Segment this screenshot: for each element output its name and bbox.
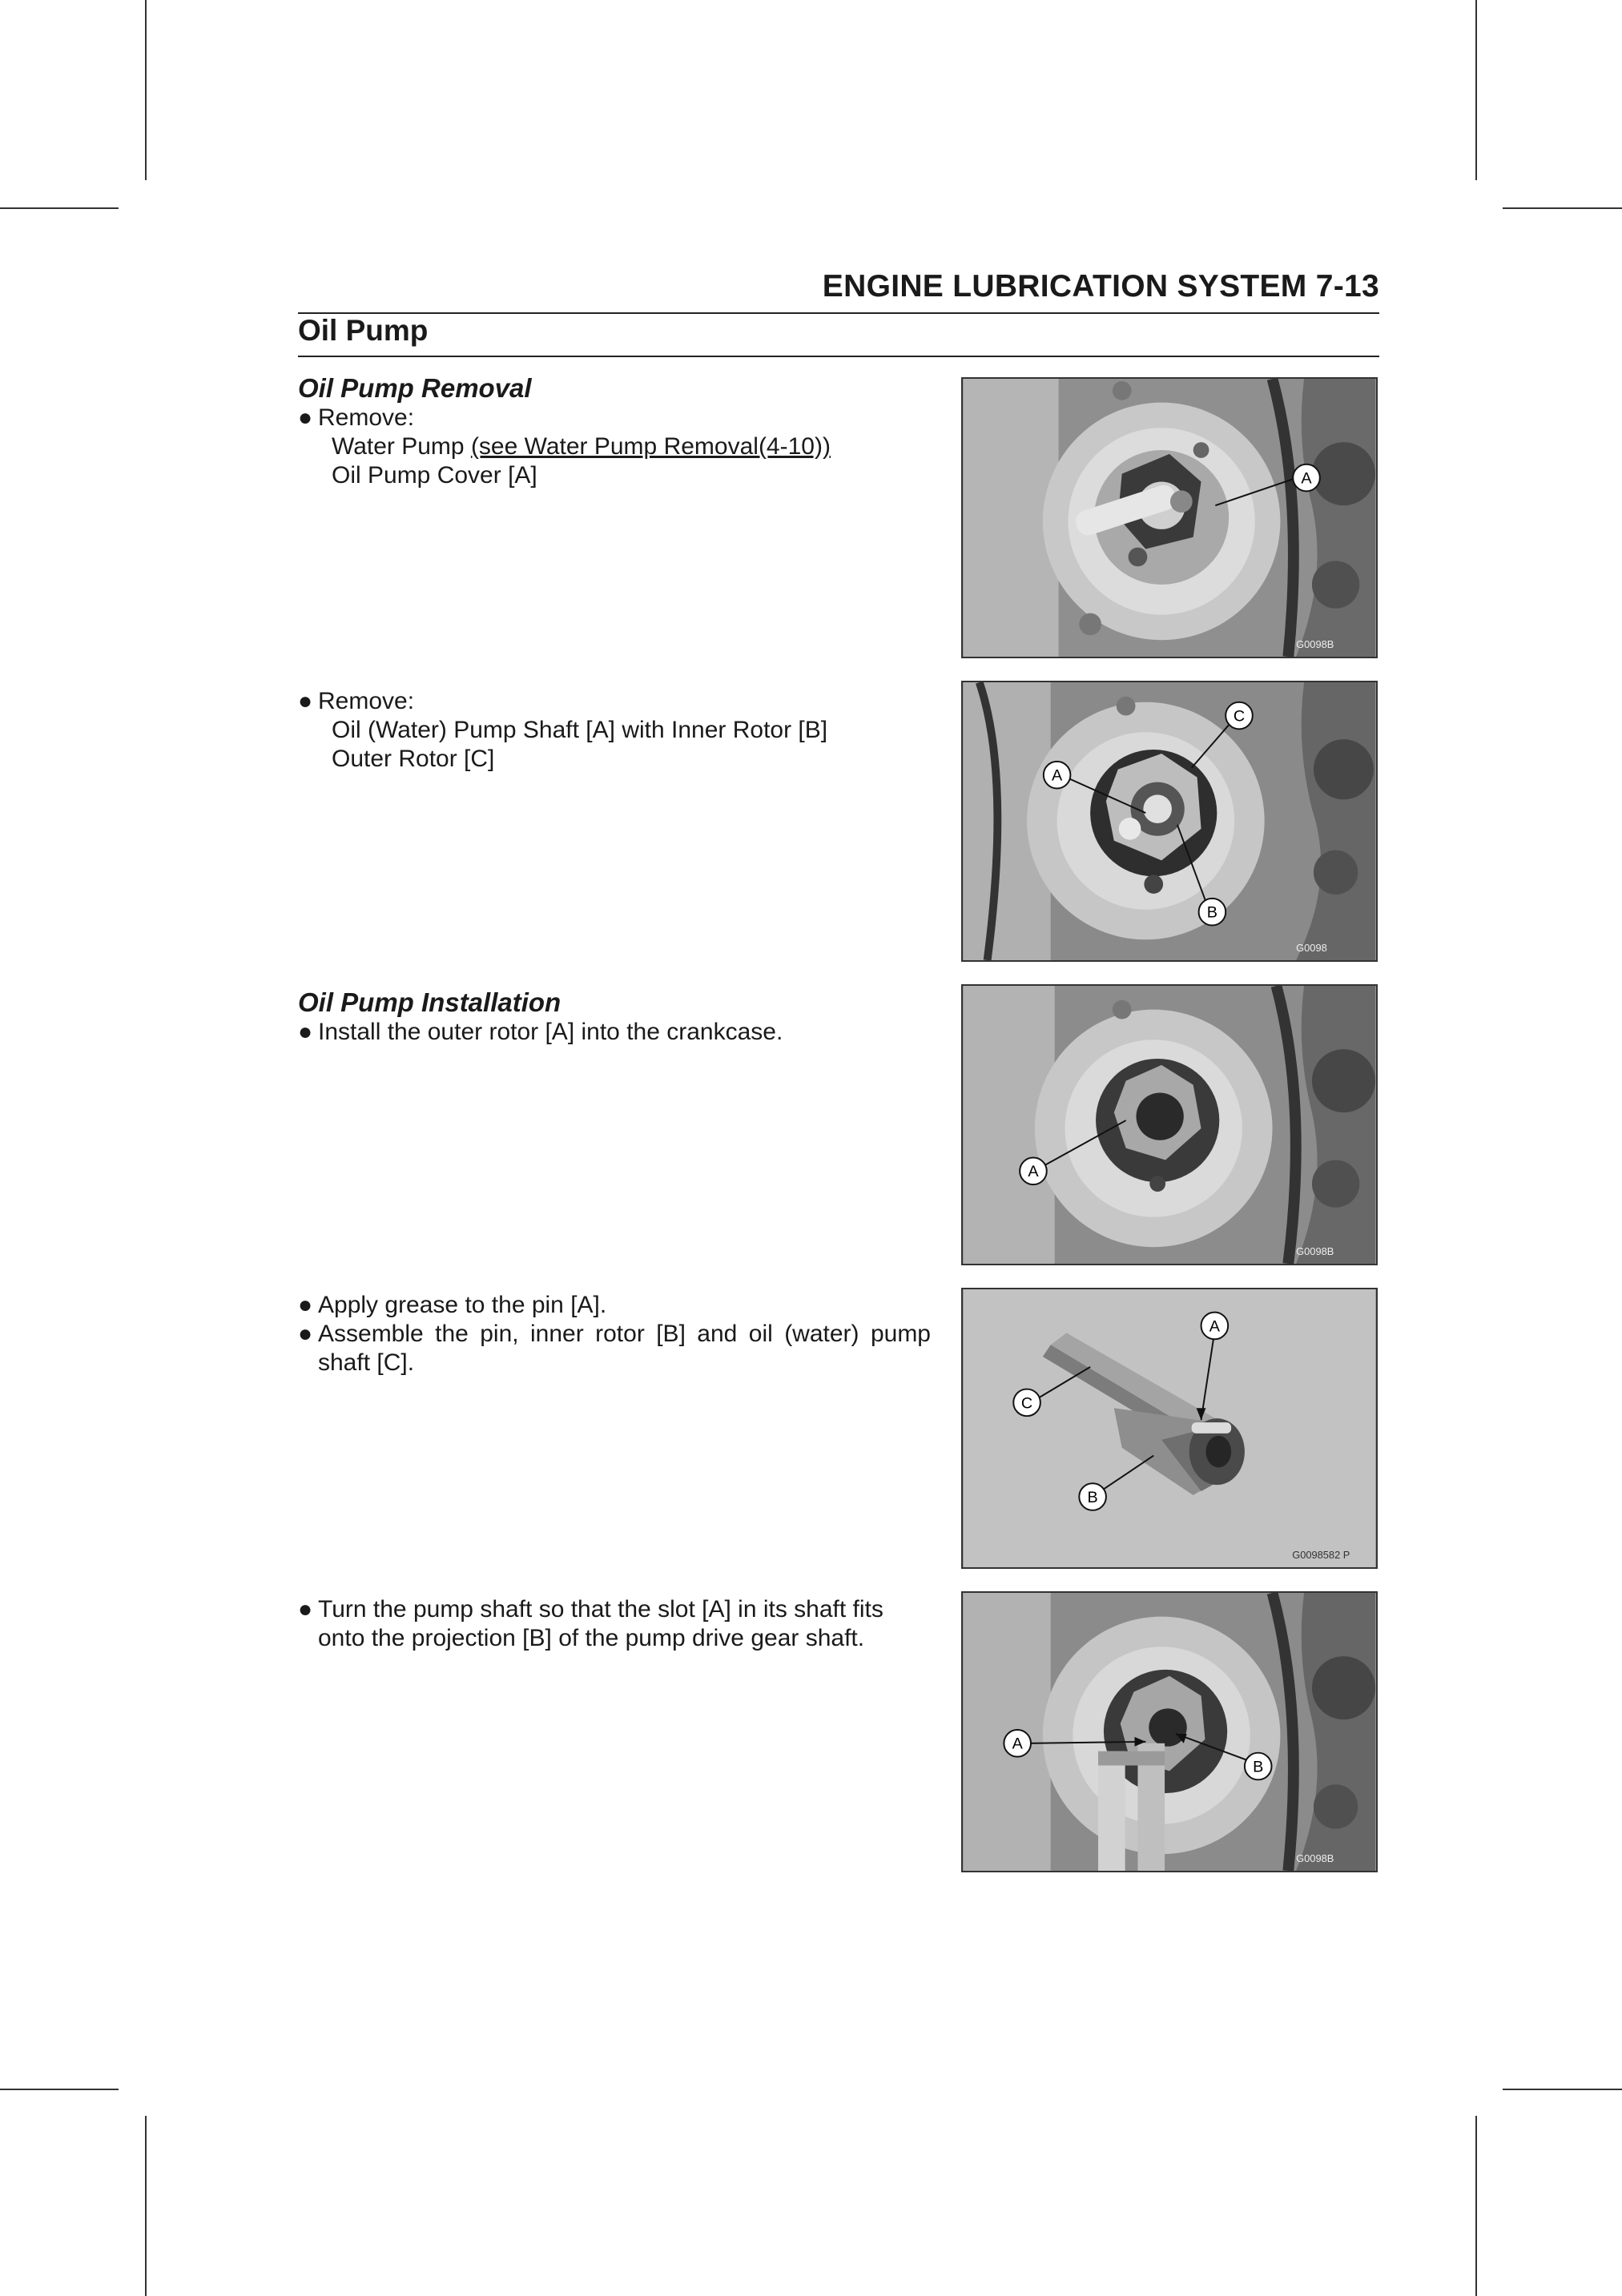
installation-heading: Oil Pump Installation [298, 987, 561, 1017]
figure-code: G0098B [1296, 638, 1334, 651]
figure-shaft-assembly-illustration [963, 1289, 1376, 1567]
installation-step-1 [298, 1018, 931, 1047]
removal-step-1-item-2: Oil Pump Cover [A] [332, 462, 537, 489]
figure-code: G0098 [1296, 942, 1327, 955]
item-text: Water Pump [332, 433, 471, 460]
callout-c: C [1020, 1394, 1033, 1413]
installation-step-3 [298, 1320, 931, 1377]
crop-mark [0, 2089, 119, 2090]
crop-mark [1475, 0, 1477, 180]
figure-oil-pump-cover-illustration [963, 379, 1376, 657]
removal-step-2-item-2: Outer Rotor [C] [332, 746, 495, 772]
page-header [298, 264, 1379, 314]
bullet-dot: ● [298, 688, 313, 714]
crop-mark [1475, 2116, 1477, 2296]
removal-heading: Oil Pump Removal [298, 373, 532, 403]
crop-mark [0, 207, 119, 209]
crop-mark [1503, 207, 1622, 209]
page-header-title: ENGINE LUBRICATION SYSTEM 7-13 [822, 269, 1379, 304]
removal-step-2-item-1: Oil (Water) Pump Shaft [A] with Inner Rotor [B] [332, 717, 828, 743]
figure-outer-rotor-install [961, 984, 1378, 1265]
installation-step-2-text: Apply grease to the pin [A]. [318, 1292, 607, 1318]
installation-step-4-text: Turn the pump shaft so that the slot [A] in its shaft fits onto the projection [B] of the pump drive gear shaft. [318, 1596, 883, 1651]
figure-shaft-and-rotors [961, 681, 1378, 962]
installation-step-4 [298, 1595, 931, 1653]
figure-shaft-to-drive-gear-illustration [963, 1593, 1376, 1871]
callout-a: A [1012, 1735, 1023, 1753]
removal-step-2-label: Remove: [318, 688, 415, 714]
installation-step-2 [298, 1291, 931, 1320]
callout-a: A [1052, 766, 1063, 785]
callout-b: B [1206, 903, 1218, 922]
section-title [298, 314, 1379, 357]
callout-a: A [1028, 1163, 1039, 1181]
removal-step-1-item-1 [332, 432, 831, 461]
bullet-dot: ● [298, 1292, 313, 1318]
figure-shaft-assembly [961, 1288, 1378, 1569]
water-pump-removal-link[interactable]: (see Water Pump Removal(4-10)) [470, 433, 831, 460]
figure-oil-pump-cover [961, 377, 1378, 658]
removal-step-1-label: Remove: [318, 404, 415, 431]
figure-outer-rotor-install-illustration [963, 986, 1376, 1264]
crop-mark [1503, 2089, 1622, 2090]
section-title-text: Oil Pump [298, 314, 429, 347]
callout-a: A [1301, 469, 1312, 488]
crop-mark [145, 2116, 147, 2296]
figure-code: G0098582 P [1292, 1549, 1350, 1562]
bullet-dot: ● [298, 404, 313, 431]
callout-a: A [1209, 1317, 1220, 1336]
bullet-dot: ● [298, 1019, 313, 1045]
installation-step-3-text: Assemble the pin, inner rotor [B] and oil (water) pump shaft [C]. [318, 1321, 931, 1376]
callout-c: C [1233, 707, 1246, 726]
figure-code: G0098B [1296, 1245, 1334, 1258]
figure-shaft-and-rotors-illustration [963, 682, 1376, 960]
callout-b: B [1253, 1758, 1264, 1776]
figure-code: G0098B [1296, 1852, 1334, 1865]
installation-step-1-text: Install the outer rotor [A] into the crankcase. [318, 1019, 783, 1045]
bullet-dot: ● [298, 1321, 313, 1347]
figure-shaft-to-drive-gear [961, 1591, 1378, 1872]
callout-b: B [1087, 1488, 1098, 1506]
removal-step-1 [298, 404, 931, 432]
crop-mark [145, 0, 147, 180]
removal-step-2 [298, 687, 931, 716]
bullet-dot: ● [298, 1596, 313, 1622]
